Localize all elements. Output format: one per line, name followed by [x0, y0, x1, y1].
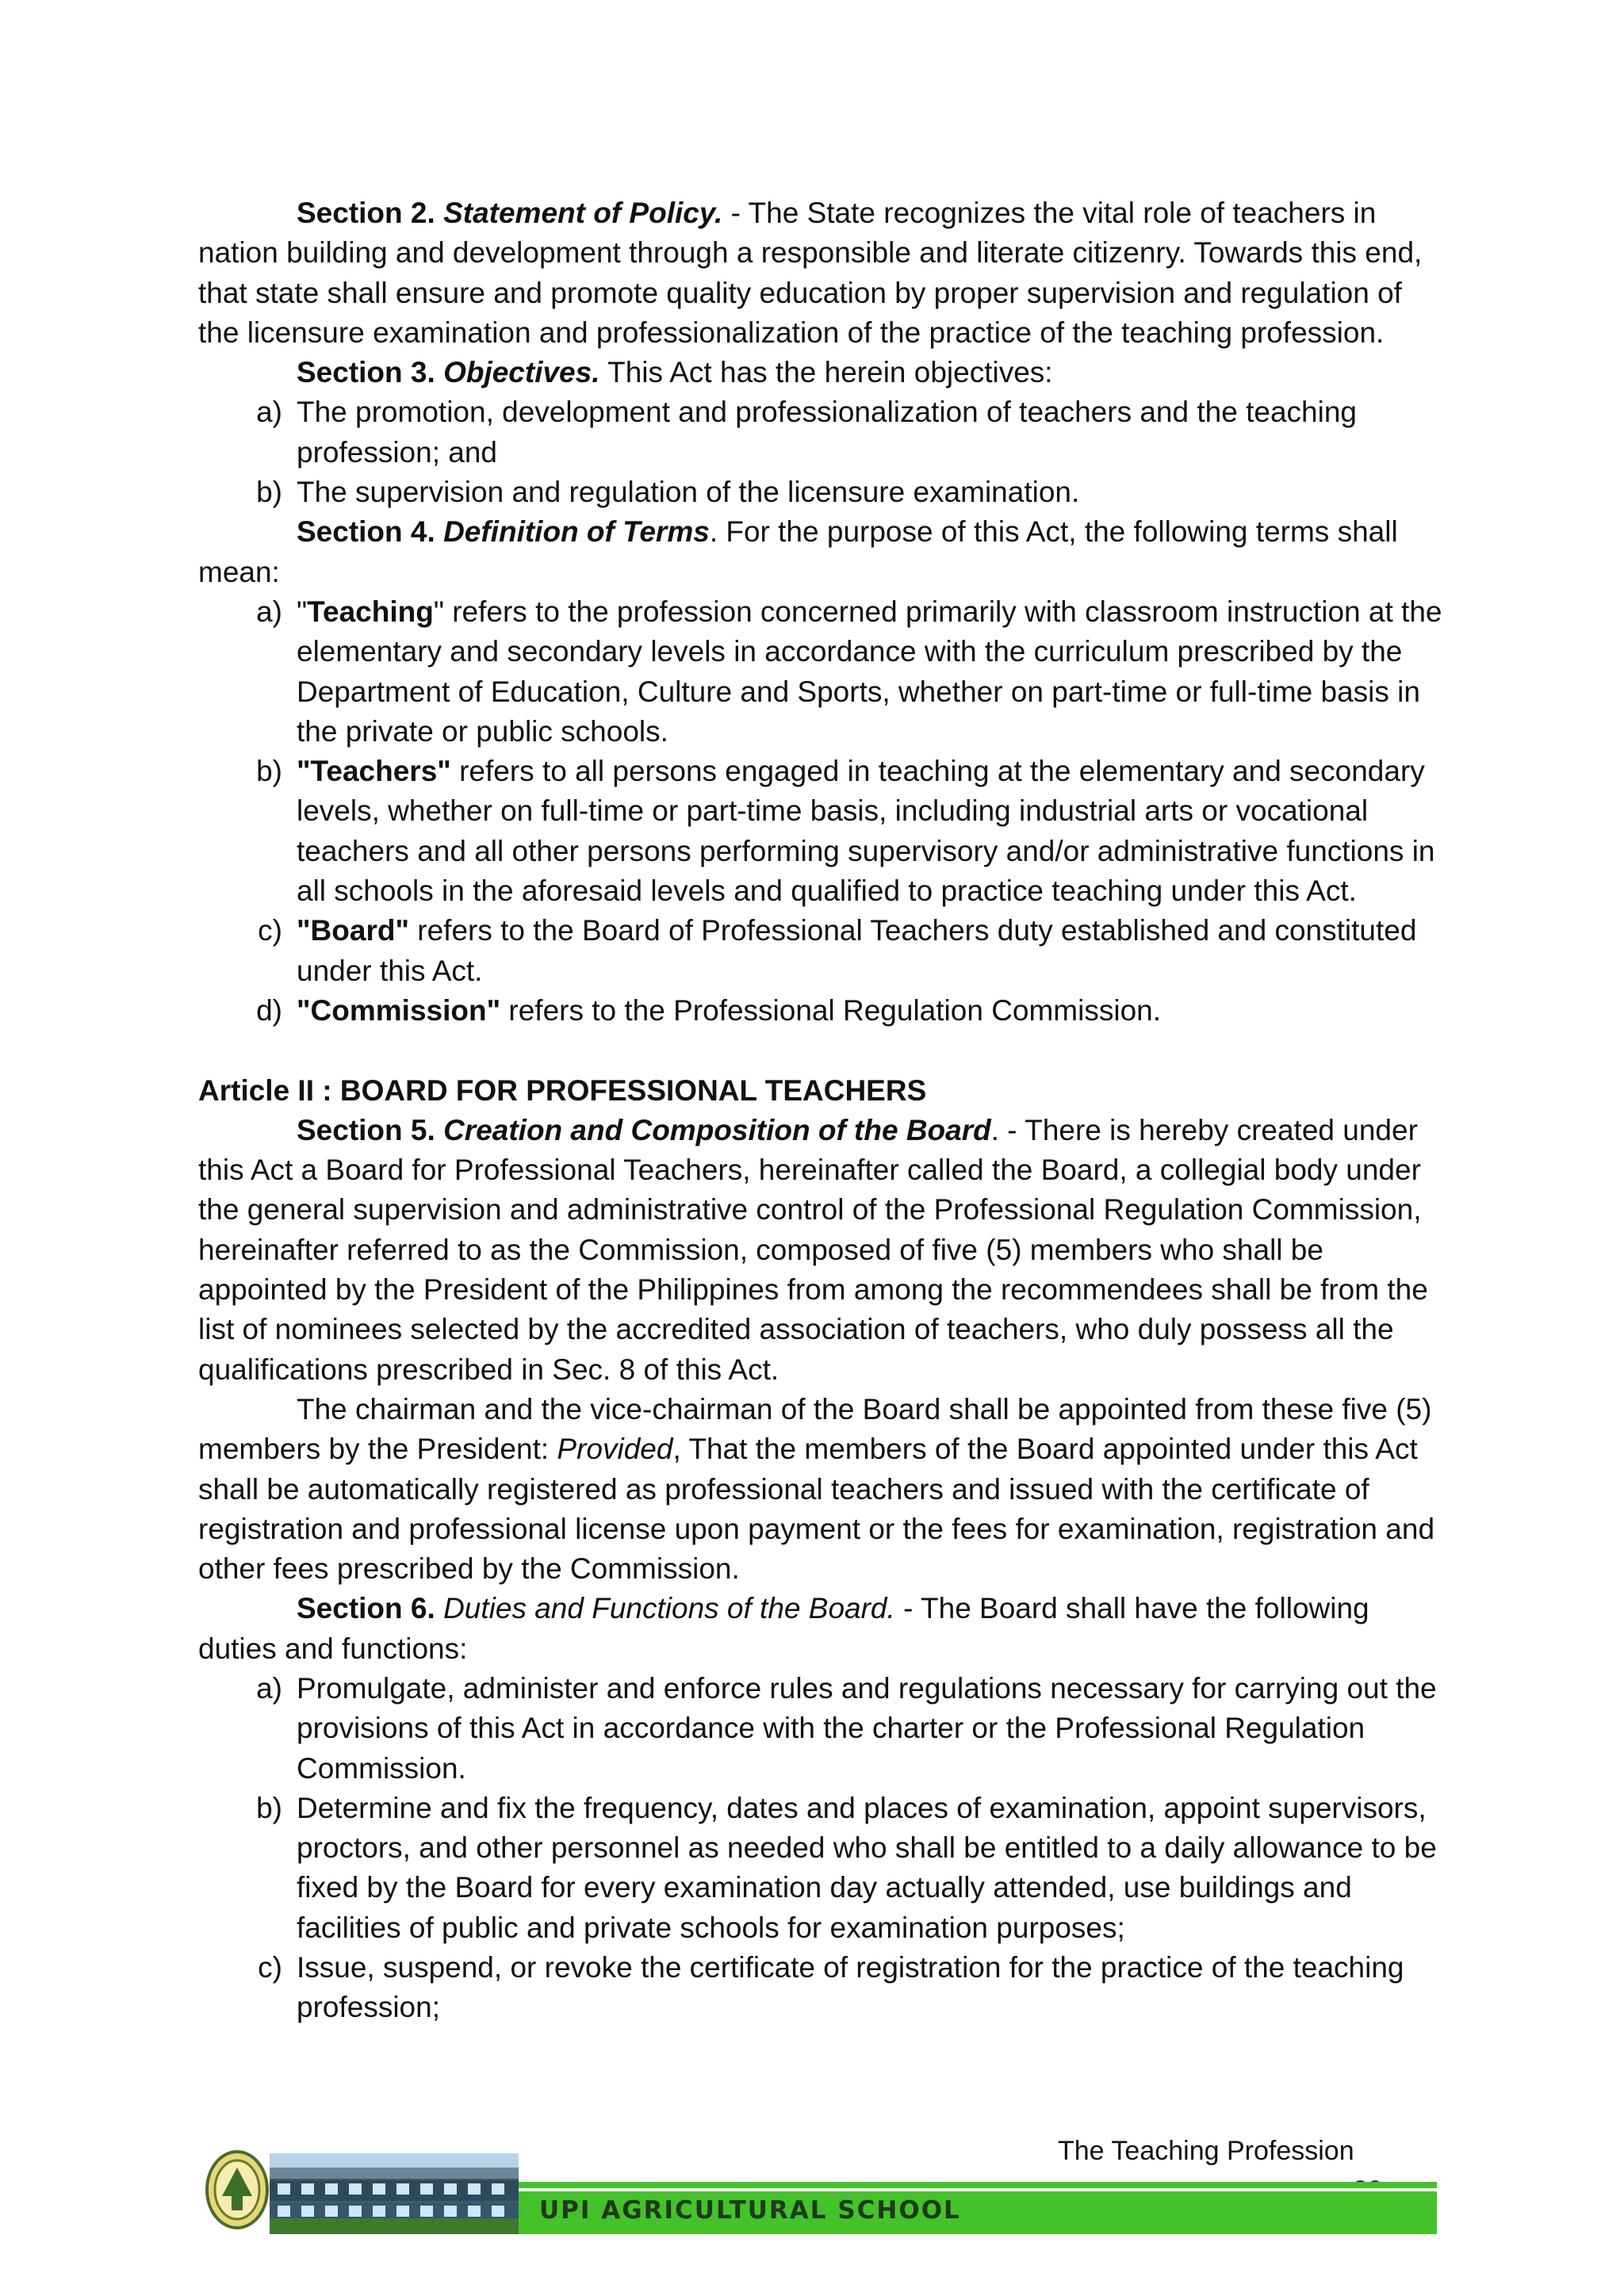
- section-4-paragraph: [198, 512, 1443, 592]
- spacer: [198, 1031, 1443, 1070]
- section-3-title: Objectives.: [443, 356, 600, 389]
- list-marker: d): [256, 993, 282, 1027]
- section-2-title: Statement of Policy.: [443, 197, 723, 229]
- document-body: [198, 193, 1443, 2028]
- term-open-quote: ": [297, 595, 308, 628]
- article-heading: Article II : BOARD FOR PROFESSIONAL TEACHERS: [198, 1073, 927, 1107]
- term-definition: refers to the Professional Regulation Commission.: [500, 993, 1162, 1027]
- term-definition: " refers to the profession concerned primarily with classroom instruction at the elementary and secondary levels in accordance with the curriculum prescribed by the Department of Education, Culture and Sports, whether on part-time or full-time basis in the private or public schools.: [297, 595, 1442, 748]
- section-4-title: Definition of Terms: [443, 515, 710, 549]
- section-6-label: Section 6.: [297, 1592, 435, 1625]
- section-6-text: - The Board shall have the following duties and functions:: [198, 1592, 1369, 1665]
- school-name: UPI AGRICULTURAL SCHOOL: [539, 2196, 961, 2225]
- list-marker: c): [258, 1951, 282, 1984]
- footer-book-title: The Teaching Profession: [1058, 2136, 1354, 2166]
- list-item-text: Promulgate, administer and enforce rules and regulations necessary for carrying out the provisions of this Act in accordance with the charter or the Professional Regulation Commission.: [297, 1671, 1437, 1785]
- list-item-text: The promotion, development and professionalization of teachers and the teaching profession; and: [297, 396, 1357, 469]
- list-item: [198, 392, 1443, 473]
- section-3-text: This Act has the herein objectives:: [599, 356, 1053, 389]
- list-item-text: Issue, suspend, or revoke the certificate of registration for the practice of the teaching profession;: [297, 1951, 1404, 2024]
- list-item: [198, 473, 1443, 512]
- list-item-text: The supervision and regulation of the licensure examination.: [297, 476, 1080, 509]
- section-2-label: Section 2.: [297, 197, 435, 229]
- term-definition: refers to the Board of Professional Teachers duty established and constituted under this Act.: [297, 914, 1417, 987]
- list-item: [198, 1789, 1443, 1948]
- section-5-title: Creation and Composition of the Board: [443, 1113, 991, 1146]
- list-marker: b): [256, 1791, 282, 1824]
- list-marker: b): [256, 755, 282, 788]
- section-4-label: Section 4.: [297, 515, 435, 549]
- defined-term: "Board": [297, 914, 409, 947]
- section-5-text: . - There is hereby created under this Act a Board for Professional Teachers, hereinafter called the Board, a collegial body under the general supervision and administrative control of the Professional Regulation Commission, hereinafter referred to as the Commission, composed of five (5) members who shall be appointed by the President of the Philippines from among the recommendees shall be from the list of nominees selected by the accredited association of teachers, who duly possess all the qualifications prescribed in Sec. 8 of this Act.: [198, 1113, 1428, 1386]
- list-marker: a): [256, 1671, 282, 1705]
- school-building-photo: [270, 2153, 519, 2234]
- section-3-paragraph: [198, 353, 1443, 392]
- section-6-title: Duties and Functions of the Board.: [443, 1592, 895, 1625]
- list-item: [198, 1669, 1443, 1789]
- section-6-paragraph: [198, 1589, 1443, 1669]
- section-5-paragraph: [198, 1111, 1443, 1390]
- school-seal-icon: [205, 2149, 270, 2231]
- section-2-text: - The State recognizes the vital role of teachers in nation building and development through a responsible and literate citizenry. Towards this end, that state shall ensure and promote quality education by proper supervision and regulation of the licensure examination and professionalization of the practice of the teaching profession.: [198, 197, 1423, 349]
- defined-term: Teaching: [307, 595, 434, 628]
- defined-term: "Commission": [297, 993, 501, 1027]
- term-definition: refers to all persons engaged in teaching at the elementary and secondary levels, whether on full-time or part-time basis, including industrial arts or vocational teachers and all other persons performing supervisory and/or administrative functions in all schools in the aforesaid levels and qualified to practice teaching under this Act.: [297, 755, 1435, 908]
- defined-term: "Teachers": [297, 755, 451, 788]
- list-marker: a): [256, 396, 282, 429]
- proviso-word: Provided: [557, 1433, 673, 1466]
- list-item: [198, 592, 1443, 752]
- section-3-label: Section 3.: [297, 356, 435, 389]
- list-item: [198, 991, 1443, 1031]
- list-marker: b): [256, 476, 282, 509]
- list-item: [198, 1948, 1443, 2028]
- list-item-text: Determine and fix the frequency, dates and places of examination, appoint supervisors, proctors, and other personnel as needed who shall be entitled to a daily allowance to be fixed by the Board for every examination day actually attended, use buildings and facilities of public and private schools for examination purposes;: [297, 1791, 1437, 1944]
- list-item: [198, 752, 1443, 911]
- list-marker: a): [256, 595, 282, 628]
- list-item: [198, 911, 1443, 991]
- section-2-paragraph: [198, 193, 1443, 353]
- section-5-label: Section 5.: [297, 1113, 435, 1146]
- section-5-paragraph-2: The chairman and the vice-chairman of the Board shall be appointed from these five (5) members by the President: Provided, That the members of the Board appointed under this Act shall be automatically registered as professional teachers and issued with the certificate of registration and professional license upon payment or the fees for examination, registration and other fees prescribed by the Commission.: [198, 1392, 1435, 1586]
- list-marker: c): [258, 914, 282, 947]
- school-banner: [519, 2182, 1437, 2234]
- section-4-text: . For the purpose of this Act, the following terms shall mean:: [198, 515, 1398, 588]
